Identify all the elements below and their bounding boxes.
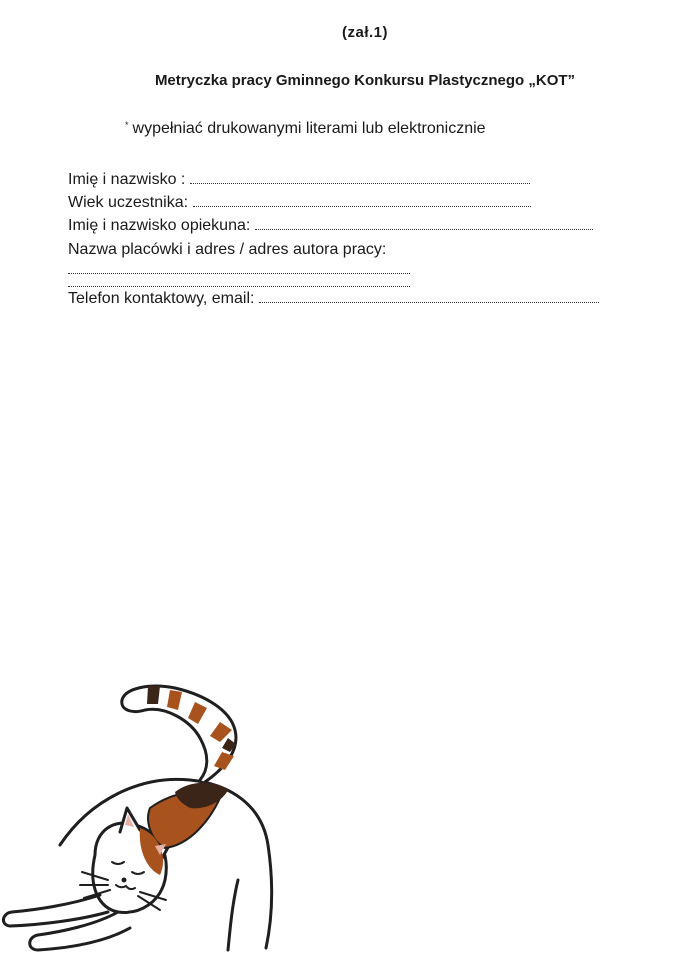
age-field[interactable] [193,194,531,207]
institution-field-line-2[interactable] [68,274,410,287]
instruction-text: wypełniać drukowanymi literami lub elektronicznie [132,120,486,137]
name-field[interactable] [190,171,530,184]
institution-field-line-1[interactable] [68,261,410,274]
age-label: Wiek uczestnika: [68,194,189,212]
age-row [68,191,638,214]
name-row [68,168,638,191]
form-title: Metryczka pracy Gminnego Konkursu Plastycznego „KOT” [154,72,576,89]
name-label: Imię i nazwisko : [68,171,186,188]
attachment-label: (zał.1) [341,24,388,41]
stretching-calico-cat-icon [0,680,300,960]
contact-row [68,287,638,310]
cat-front-leg-1 [3,895,108,926]
contact-label: Telefon kontaktowy, email: [68,289,255,307]
instruction-note [125,120,486,138]
guardian-field[interactable] [255,217,593,230]
guardian-row [68,214,638,237]
institution-row [68,238,638,261]
contact-field[interactable] [259,290,599,303]
institution-line-2-row [68,274,638,287]
guardian-label: Imię i nazwisko opiekuna: [68,217,251,235]
entry-form [68,168,638,310]
institution-label: Nazwa placówki i adres / adres autora pracy: [68,240,387,258]
institution-line-1-row [68,261,638,274]
footnote-mark: * [125,120,129,130]
